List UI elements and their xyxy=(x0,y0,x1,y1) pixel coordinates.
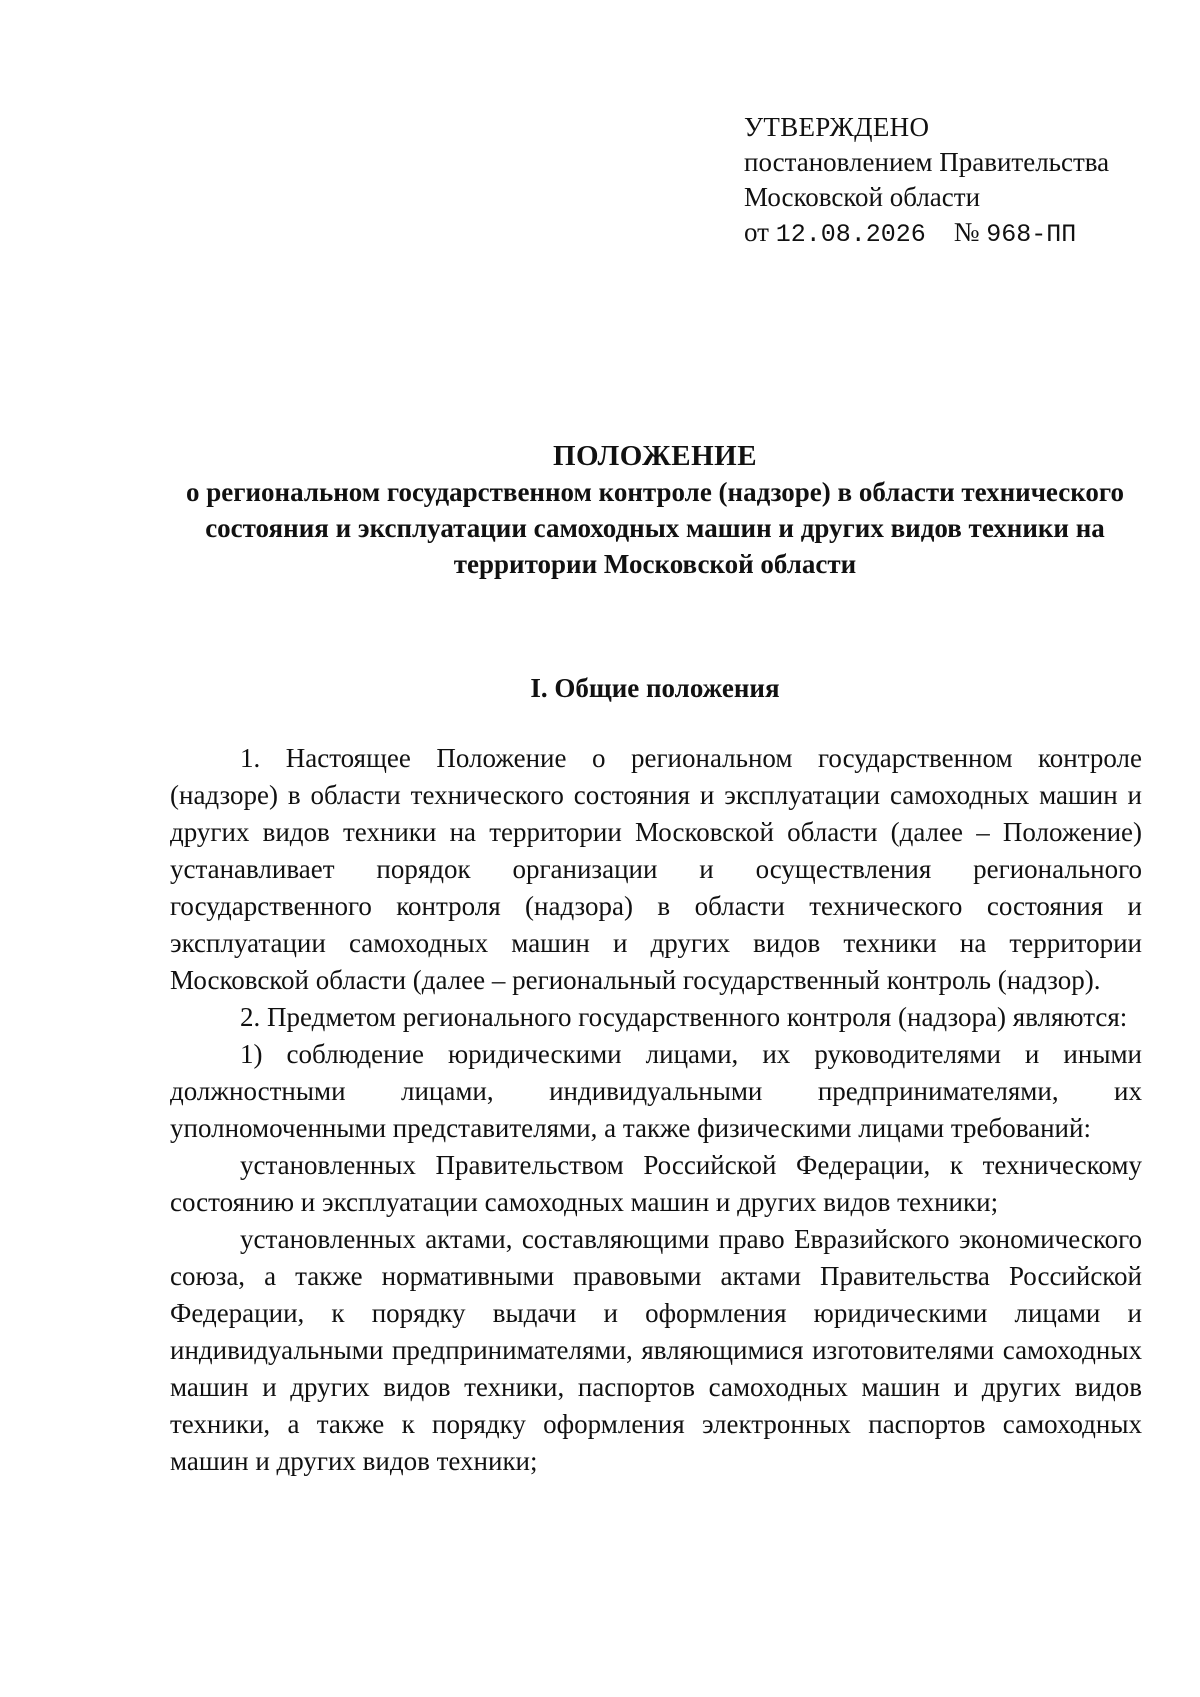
approval-date-prefix: от xyxy=(744,217,769,247)
approval-heading: УТВЕРЖДЕНО xyxy=(744,112,930,142)
document-title-main: ПОЛОЖЕНИЕ xyxy=(552,440,758,472)
approval-number: 968-ПП xyxy=(986,220,1077,249)
approval-line-2: Московской области xyxy=(744,182,981,212)
approval-date: 12.08.2026 xyxy=(775,220,926,249)
approval-number-prefix: № xyxy=(953,217,980,247)
paragraph: 1. Настоящее Положение о региональном государственном контроле (надзоре) в области технического состояния и эксплуатации самоходных машин и других видов техники на территории Московской области (далее – Положение) устанавливает порядок организации и осуществления регионального государственного контроля (надзора) в области технического состояния и эксплуатации самоходных машин и других видов техники на территории Московской области (далее – региональный государственный контроль (надзор). xyxy=(170,743,1142,995)
paragraph: установленных Правительством Российской Федерации, к техническому состоянию и эксплуатации самоходных машин и других видов техники; xyxy=(170,1150,1142,1217)
document-body xyxy=(170,740,1142,1480)
section-heading: I. Общие положения xyxy=(530,673,780,703)
paragraph: 1) соблюдение юридическими лицами, их руководителями и иными должностными лицами, индивидуальными предпринимателями, их уполномоченными представителями, а также физическими лицами требований: xyxy=(170,1039,1142,1143)
approval-line-1: постановлением Правительства xyxy=(744,147,1110,177)
document-title xyxy=(170,438,1140,582)
paragraph: 2. Предметом регионального государственного контроля (надзора) являются: xyxy=(240,1002,1128,1032)
approval-stamp xyxy=(744,110,1164,252)
paragraph: установленных актами, составляющими право Евразийского экономического союза, а также нормативными правовыми актами Правительства Российской Федерации, к порядку выдачи и оформления юридическими лицами и индивидуальными предпринимателями, являющимися изготовителями самоходных машин и других видов техники, паспортов самоходных машин и других видов техники, а также к порядку оформления электронных паспортов самоходных машин и других видов техники; xyxy=(170,1224,1142,1476)
document-title-subtitle: о региональном государственном контроле (надзоре) в области технического состояния и эксплуатации самоходных машин и других видов техники на территории Московской области xyxy=(185,477,1125,579)
approval-date-line xyxy=(744,215,1164,252)
